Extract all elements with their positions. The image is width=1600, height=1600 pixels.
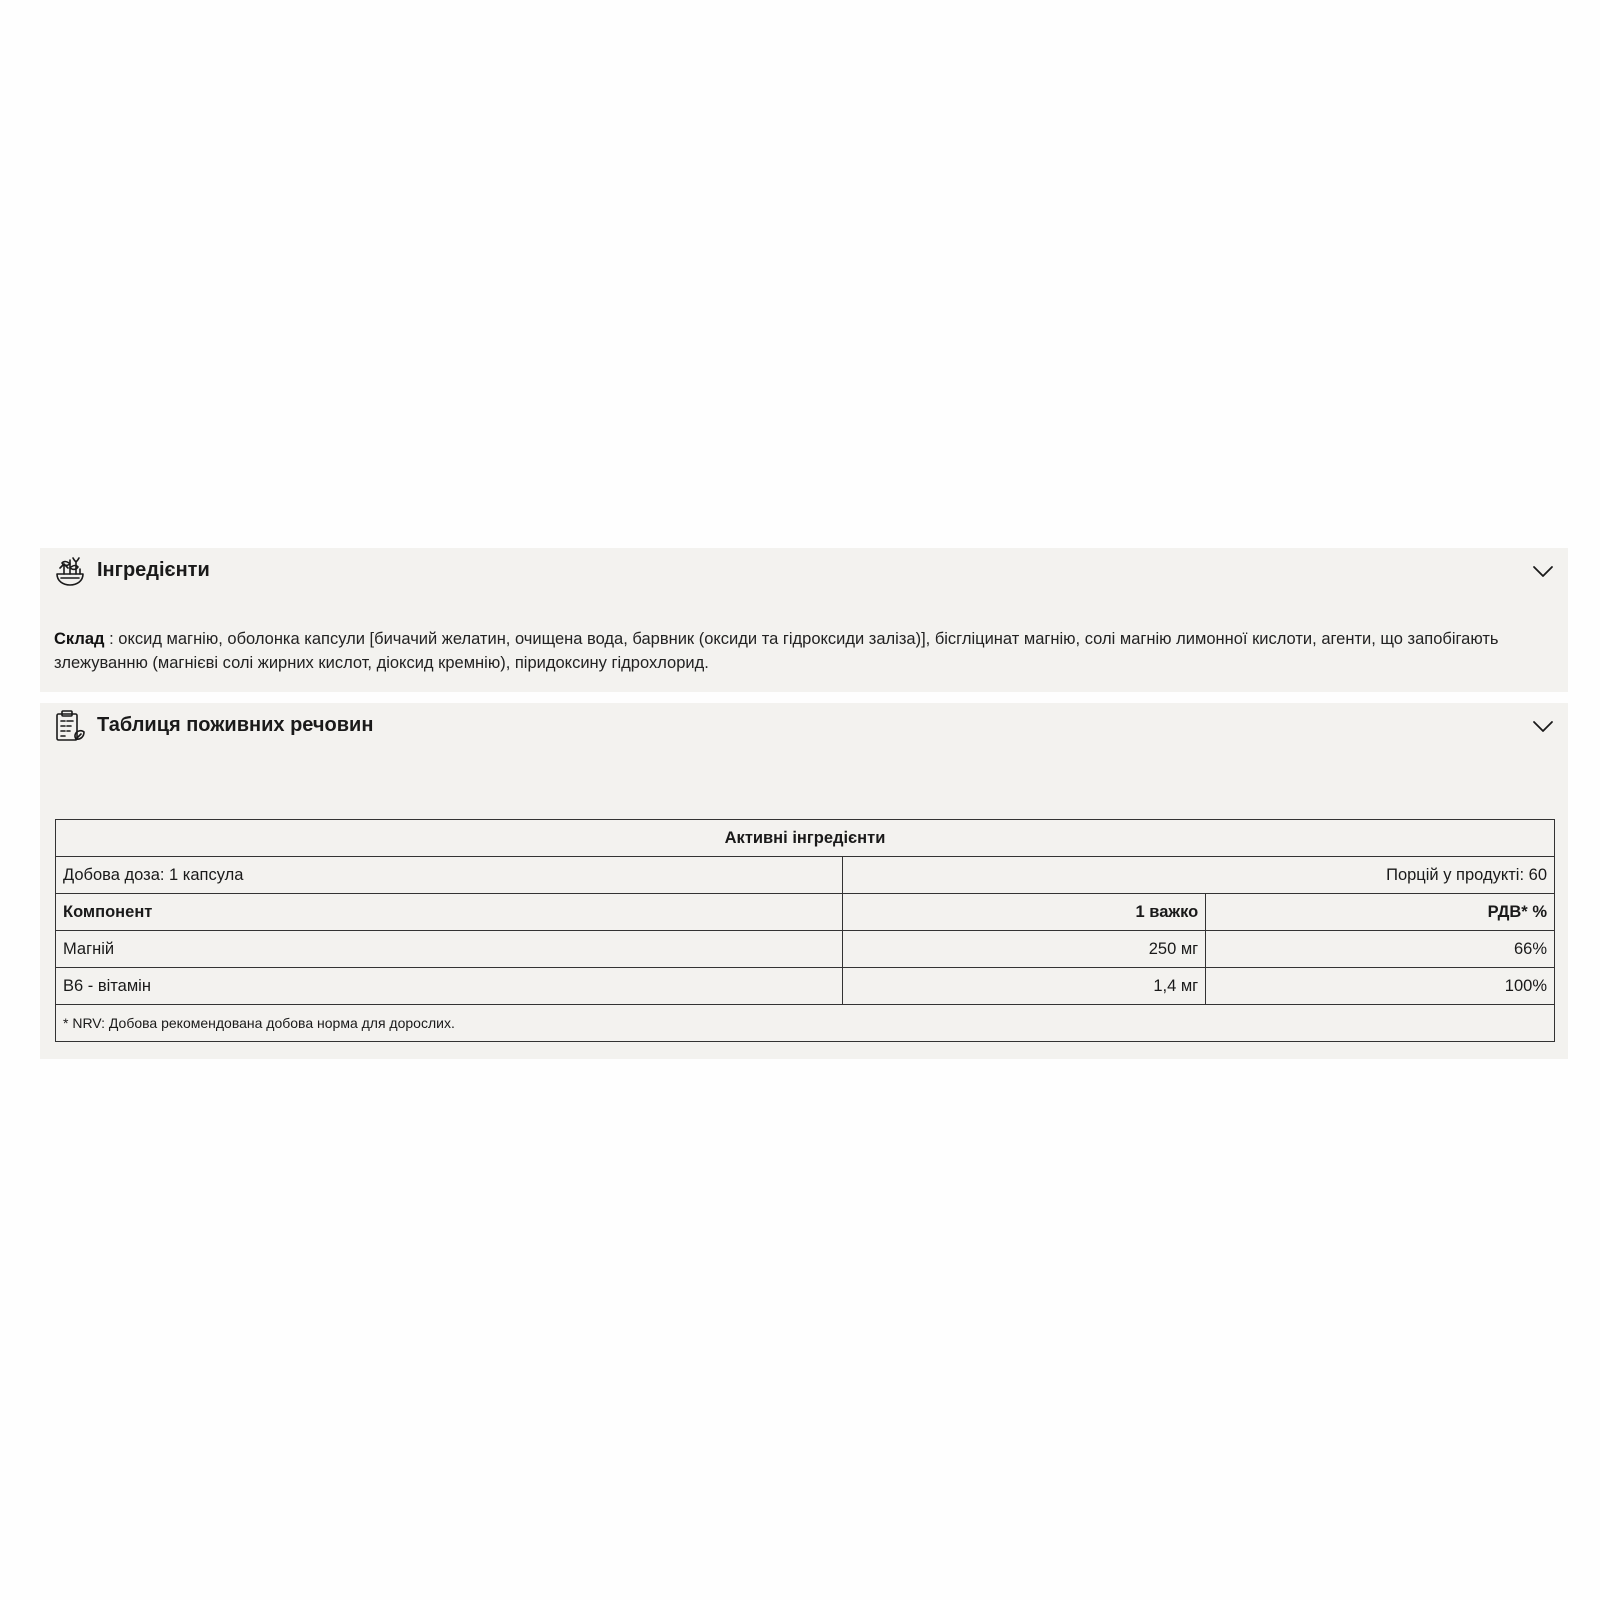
nutrition-title: Таблиця поживних речовин: [97, 714, 374, 736]
table-header-row: [56, 894, 1555, 931]
ingredients-title: Інгредієнти: [97, 559, 210, 581]
clipboard-icon: [54, 709, 86, 743]
component-cell: B6 - вітамін: [56, 968, 843, 1005]
ingredients-text: [54, 627, 1554, 675]
column-header-amount: 1 важко: [843, 894, 1206, 931]
amount-cell: 1,4 мг: [843, 968, 1206, 1005]
table-row: [56, 1005, 1555, 1042]
plant-bowl-icon: [54, 554, 86, 588]
nrv-cell: 100%: [1206, 968, 1555, 1005]
nrv-cell: 66%: [1206, 931, 1555, 968]
column-header-component: Компонент: [56, 894, 843, 931]
column-header-nrv: РДВ* %: [1206, 894, 1555, 931]
table-caption: Активні інгредієнти: [56, 820, 1555, 857]
table-footnote: * NRV: Добова рекомендована добова норма для дорослих.: [56, 1005, 1555, 1042]
table-row: [56, 931, 1555, 968]
nutrition-accordion-header[interactable]: [40, 703, 1568, 749]
chevron-down-icon[interactable]: [1532, 715, 1554, 737]
amount-cell: 250 мг: [843, 931, 1206, 968]
ingredients-accordion-header[interactable]: [40, 548, 1568, 594]
chevron-down-icon[interactable]: [1532, 560, 1554, 582]
servings-cell: Порцій у продукті: 60: [843, 857, 1555, 894]
daily-dose-cell: Добова доза: 1 капсула: [56, 857, 843, 894]
nutrition-panel: [40, 703, 1568, 1059]
ingredients-label: Склад: [54, 630, 105, 648]
table-row: [56, 820, 1555, 857]
ingredients-list: : оксид магнію, оболонка капсули [бичачий желатин, очищена вода, барвник (оксиди та гідроксиди заліза)], бісгліцинат магнію, солі магнію лимонної кислоти, агенти, що запобігають злежуванню (магнієві солі жирних кислот, діоксид кремнію), піридоксину гідрохлорид.: [54, 630, 1499, 672]
component-cell: Магній: [56, 931, 843, 968]
ingredients-panel: [40, 548, 1568, 692]
nutrition-table: [55, 819, 1555, 1042]
table-row: [56, 968, 1555, 1005]
table-row: [56, 857, 1555, 894]
